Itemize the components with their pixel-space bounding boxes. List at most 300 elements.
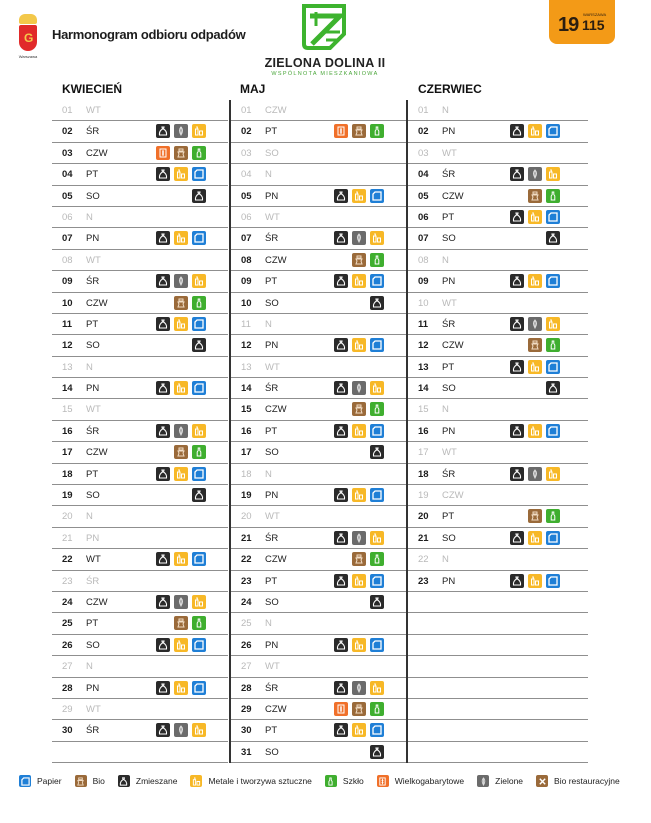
day-row xyxy=(52,421,228,442)
weekday: N xyxy=(442,254,449,266)
mixed-waste-bag-icon xyxy=(546,231,560,245)
day-row xyxy=(231,121,406,142)
day-row xyxy=(231,742,406,763)
day-row xyxy=(231,485,406,506)
day-row xyxy=(52,549,228,570)
weekday: SO xyxy=(86,490,100,502)
glass-bottle-icon xyxy=(546,189,560,203)
metal-plastic-icon xyxy=(528,424,542,438)
day-row xyxy=(408,571,588,592)
mixed-waste-bag-icon xyxy=(192,338,206,352)
legend-item-bio xyxy=(75,775,105,787)
metal-plastic-icon xyxy=(192,274,206,288)
day-row xyxy=(52,293,228,314)
day-row xyxy=(231,293,406,314)
paper-icon xyxy=(370,638,384,652)
day-number: 15 xyxy=(241,404,252,416)
weekday: CZW xyxy=(265,254,287,266)
day-number: 21 xyxy=(418,532,429,544)
day-number: 02 xyxy=(62,126,73,138)
bio-icon xyxy=(352,702,366,716)
day-number: 19 xyxy=(62,490,73,502)
waste-type-icons xyxy=(334,124,384,138)
day-row xyxy=(52,228,228,249)
day-number: 13 xyxy=(241,361,252,373)
weekday: PT xyxy=(442,361,455,373)
badge-19: 19 xyxy=(558,14,579,36)
mixed-waste-bag-icon xyxy=(156,167,170,181)
weekday: N xyxy=(442,105,449,116)
weekday: ŚR xyxy=(86,575,100,587)
mixed-waste-bag-icon xyxy=(510,167,524,181)
day-row xyxy=(231,635,406,656)
paper-icon xyxy=(370,338,384,352)
mixed-waste-bag-icon xyxy=(334,723,348,737)
bulky-waste-icon xyxy=(334,124,348,138)
glass-bottle-icon xyxy=(192,616,206,630)
day-number: 12 xyxy=(241,340,252,352)
empty-row xyxy=(408,720,588,741)
day-number: 21 xyxy=(62,532,73,544)
waste-type-icons xyxy=(528,189,560,203)
waste-type-icons xyxy=(174,445,206,459)
day-row xyxy=(52,592,228,613)
weekday: PT xyxy=(265,575,278,587)
day-number: 17 xyxy=(418,447,429,459)
green-waste-leaf-icon xyxy=(174,274,188,288)
day-number: 20 xyxy=(241,511,252,523)
weekday: SO xyxy=(265,596,279,608)
day-row xyxy=(231,271,406,292)
day-row xyxy=(231,549,406,570)
weekday: SO xyxy=(86,639,100,651)
day-row xyxy=(52,207,228,228)
weekday: CZW xyxy=(86,297,108,309)
glass-bottle-icon xyxy=(370,253,384,267)
day-number: 28 xyxy=(241,682,252,694)
waste-type-icons xyxy=(334,274,384,288)
day-number: 16 xyxy=(418,425,429,437)
empty-row xyxy=(408,742,588,763)
day-row xyxy=(408,271,588,292)
metal-plastic-icon xyxy=(546,317,560,331)
waste-type-icons xyxy=(334,702,384,716)
mixed-waste-bag-icon xyxy=(510,210,524,224)
day-row xyxy=(231,143,406,164)
legend-item-zielone xyxy=(477,775,523,787)
day-row xyxy=(231,164,406,185)
day-number: 01 xyxy=(241,105,252,116)
weekday: ŚR xyxy=(86,725,100,737)
day-row xyxy=(52,464,228,485)
day-row xyxy=(231,678,406,699)
day-number: 10 xyxy=(241,297,252,309)
weekday: PN xyxy=(265,340,279,352)
shield-icon: G xyxy=(19,25,37,51)
mixed-waste-bag-icon xyxy=(156,467,170,481)
weekday: PN xyxy=(442,575,456,587)
weekday: N xyxy=(442,404,449,416)
weekday: WT xyxy=(86,404,101,416)
paper-icon xyxy=(370,488,384,502)
day-number: 14 xyxy=(418,383,429,395)
glass-bottle-icon xyxy=(192,296,206,310)
day-number: 22 xyxy=(241,554,252,566)
paper-icon xyxy=(192,638,206,652)
bio-icon xyxy=(352,552,366,566)
day-number: 24 xyxy=(62,596,73,608)
waste-type-icons xyxy=(510,467,560,481)
weekday: CZW xyxy=(442,190,464,202)
day-row xyxy=(408,228,588,249)
metal-plastic-icon xyxy=(174,317,188,331)
day-row xyxy=(52,143,228,164)
weekday: PT xyxy=(265,425,278,437)
weekday: N xyxy=(265,169,272,181)
day-row xyxy=(52,656,228,677)
metal-plastic-icon xyxy=(370,381,384,395)
day-row xyxy=(231,335,406,356)
glass-bottle-icon xyxy=(192,146,206,160)
day-number: 11 xyxy=(241,318,251,330)
day-row xyxy=(52,613,228,634)
waste-type-icons xyxy=(528,509,560,523)
metal-plastic-icon xyxy=(174,552,188,566)
paper-icon xyxy=(546,574,560,588)
bio-icon xyxy=(528,189,542,203)
legend-label: Bio restauracyjne xyxy=(554,776,620,786)
day-row xyxy=(408,143,588,164)
waste-type-icons xyxy=(174,296,206,310)
waste-type-icons xyxy=(334,189,384,203)
waste-type-icons xyxy=(334,638,384,652)
day-row xyxy=(408,357,588,378)
empty-row xyxy=(408,613,588,634)
mixed-waste-bag-icon xyxy=(156,124,170,138)
bio-icon xyxy=(174,146,188,160)
day-number: 11 xyxy=(62,318,73,330)
metal-plastic-icon xyxy=(528,274,542,288)
mixed-waste-bag-icon xyxy=(334,424,348,438)
day-number: 27 xyxy=(62,661,73,673)
metal-plastic-icon xyxy=(370,681,384,695)
day-number: 24 xyxy=(241,596,252,608)
day-number: 29 xyxy=(241,703,252,715)
weekday: ŚR xyxy=(265,233,279,245)
day-number: 13 xyxy=(62,361,73,373)
day-number: 13 xyxy=(418,361,429,373)
day-row xyxy=(231,720,406,741)
waste-type-icons xyxy=(352,552,384,566)
weekday: PT xyxy=(265,725,278,737)
day-number: 14 xyxy=(241,383,252,395)
weekday: N xyxy=(86,361,93,373)
mixed-waste-bag-icon xyxy=(370,445,384,459)
bio-icon xyxy=(528,509,542,523)
paper-icon xyxy=(546,424,560,438)
waste-type-icons xyxy=(174,616,206,630)
mixed-waste-bag-icon xyxy=(510,317,524,331)
mixed-waste-bag-icon xyxy=(156,681,170,695)
weekday: SO xyxy=(86,190,100,202)
waste-type-icons xyxy=(370,745,384,759)
day-number: 03 xyxy=(241,147,252,159)
weekday: PN xyxy=(442,276,456,288)
green-waste-leaf-icon xyxy=(174,723,188,737)
waste-type-icons xyxy=(156,381,206,395)
mixed-waste-bag-icon xyxy=(334,274,348,288)
metal-plastic-icon xyxy=(352,338,366,352)
day-row xyxy=(408,485,588,506)
day-number: 03 xyxy=(62,147,73,159)
mixed-waste-bag-icon xyxy=(334,531,348,545)
waste-type-icons xyxy=(334,231,384,245)
waste-type-icons xyxy=(334,723,384,737)
day-row xyxy=(408,528,588,549)
day-number: 26 xyxy=(62,639,73,651)
legend-item-wielkogabarytowe xyxy=(377,775,464,787)
mixed-waste-bag-icon xyxy=(510,467,524,481)
day-row xyxy=(408,506,588,527)
paper-icon xyxy=(192,552,206,566)
day-row xyxy=(231,378,406,399)
weekday: PT xyxy=(86,618,99,630)
bio-icon xyxy=(174,445,188,459)
legend-item-metale xyxy=(190,775,311,787)
day-number: 01 xyxy=(62,105,73,116)
mixed-waste-bag-icon xyxy=(370,745,384,759)
day-row xyxy=(52,164,228,185)
weekday: WT xyxy=(86,105,101,116)
mixed-waste-bag-icon xyxy=(192,488,206,502)
day-number: 26 xyxy=(241,639,252,651)
mixed-waste-bag-icon xyxy=(334,574,348,588)
paper-icon xyxy=(192,467,206,481)
weekday: CZW xyxy=(265,105,287,116)
waste-type-icons xyxy=(156,167,206,181)
paper-icon xyxy=(192,681,206,695)
green-waste-leaf-icon xyxy=(174,424,188,438)
day-number: 18 xyxy=(241,468,252,480)
day-number: 05 xyxy=(418,190,429,202)
day-row xyxy=(408,100,588,121)
day-number: 23 xyxy=(418,575,429,587)
day-number: 04 xyxy=(241,169,252,181)
day-number: 12 xyxy=(418,340,429,352)
day-number: 23 xyxy=(241,575,252,587)
day-row xyxy=(408,164,588,185)
weekday: PN xyxy=(86,682,100,694)
weekday: N xyxy=(265,618,272,630)
weekday: WT xyxy=(265,361,280,373)
waste-type-icons xyxy=(334,424,384,438)
metal-plastic-icon xyxy=(192,124,206,138)
waste-type-icons xyxy=(156,467,206,481)
paper-icon xyxy=(192,381,206,395)
waste-type-icons xyxy=(352,253,384,267)
metal-plastic-icon xyxy=(190,775,202,787)
day-row xyxy=(231,399,406,420)
weekday: SO xyxy=(442,383,456,395)
metal-plastic-icon xyxy=(528,210,542,224)
weekday: PT xyxy=(265,126,278,138)
month-name: MAJ xyxy=(240,82,266,96)
day-number: 01 xyxy=(418,105,429,116)
day-number: 15 xyxy=(418,404,429,416)
waste-type-icons xyxy=(510,574,560,588)
mixed-waste-bag-icon xyxy=(334,189,348,203)
crown-icon xyxy=(19,14,37,24)
day-list xyxy=(408,100,588,763)
weekday: WT xyxy=(86,254,101,266)
empty-row xyxy=(408,678,588,699)
day-number: 25 xyxy=(62,618,73,630)
weekday: PN xyxy=(265,639,279,651)
weekday: WT xyxy=(265,211,280,223)
waste-type-icons xyxy=(546,231,560,245)
day-row xyxy=(52,571,228,592)
weekday: PT xyxy=(442,211,455,223)
bio-icon xyxy=(174,296,188,310)
day-number: 20 xyxy=(418,511,429,523)
bio-icon xyxy=(75,775,87,787)
waste-type-icons xyxy=(156,595,206,609)
day-number: 19 xyxy=(241,490,252,502)
mixed-waste-bag-icon xyxy=(334,381,348,395)
day-row xyxy=(408,293,588,314)
empty-row xyxy=(408,656,588,677)
metal-plastic-icon xyxy=(370,531,384,545)
day-number: 04 xyxy=(418,169,429,181)
weekday: N xyxy=(265,318,272,330)
metal-plastic-icon xyxy=(528,360,542,374)
day-row xyxy=(52,250,228,271)
day-row xyxy=(231,314,406,335)
day-row xyxy=(52,720,228,741)
day-row xyxy=(231,357,406,378)
weekday: SO xyxy=(265,746,279,758)
day-row xyxy=(52,506,228,527)
day-row xyxy=(231,186,406,207)
weekday: ŚR xyxy=(86,276,100,288)
metal-plastic-icon xyxy=(174,381,188,395)
weekday: CZW xyxy=(86,447,108,459)
metal-plastic-icon xyxy=(352,488,366,502)
metal-plastic-icon xyxy=(174,638,188,652)
day-row xyxy=(52,528,228,549)
mixed-waste-bag-icon xyxy=(156,552,170,566)
month-name: KWIECIEŃ xyxy=(62,82,122,96)
day-row xyxy=(231,528,406,549)
mixed-waste-bag-icon xyxy=(510,424,524,438)
weekday: PN xyxy=(86,383,100,395)
day-row xyxy=(231,442,406,463)
day-row xyxy=(231,228,406,249)
green-waste-leaf-icon xyxy=(528,167,542,181)
waste-type-icons xyxy=(156,723,206,737)
zielona-dolina-logo xyxy=(300,4,350,50)
day-row xyxy=(231,250,406,271)
weekday: CZW xyxy=(86,147,108,159)
day-row xyxy=(408,421,588,442)
weekday: CZW xyxy=(86,596,108,608)
day-number: 06 xyxy=(418,211,429,223)
weekday: ŚR xyxy=(86,425,100,437)
day-number: 06 xyxy=(241,211,252,223)
day-row xyxy=(52,378,228,399)
mixed-waste-bag-icon xyxy=(334,638,348,652)
waste-type-icons xyxy=(334,488,384,502)
waste-type-icons xyxy=(510,274,560,288)
day-number: 29 xyxy=(62,703,73,715)
waste-type-icons xyxy=(156,638,206,652)
day-number: 30 xyxy=(62,725,73,737)
glass-bottle-icon xyxy=(546,509,560,523)
metal-plastic-icon xyxy=(370,231,384,245)
weekday: PN xyxy=(86,233,100,245)
day-row xyxy=(52,100,228,121)
day-row xyxy=(231,656,406,677)
paper-icon xyxy=(370,723,384,737)
day-number: 02 xyxy=(418,126,429,138)
day-number: 08 xyxy=(62,254,73,266)
weekday: CZW xyxy=(265,554,287,566)
weekday: N xyxy=(86,511,93,523)
metal-plastic-icon xyxy=(528,124,542,138)
metal-plastic-icon xyxy=(528,574,542,588)
green-waste-leaf-icon xyxy=(528,467,542,481)
weekday: CZW xyxy=(442,490,464,502)
weekday: PN xyxy=(86,532,100,544)
glass-bottle-icon xyxy=(325,775,337,787)
mixed-waste-bag-icon xyxy=(334,488,348,502)
day-number: 11 xyxy=(418,318,429,330)
green-waste-leaf-icon xyxy=(352,681,366,695)
waste-type-icons xyxy=(192,488,206,502)
day-row xyxy=(52,357,228,378)
weekday: ŚR xyxy=(265,383,279,395)
metal-plastic-icon xyxy=(192,723,206,737)
waste-type-icons xyxy=(510,360,560,374)
day-row xyxy=(408,207,588,228)
metal-plastic-icon xyxy=(192,595,206,609)
empty-row xyxy=(408,635,588,656)
green-waste-leaf-icon xyxy=(528,317,542,331)
weekday: SO xyxy=(86,340,100,352)
legend-item-zmieszane xyxy=(118,775,178,787)
paper-icon xyxy=(546,274,560,288)
paper-icon xyxy=(370,424,384,438)
legend-label: Papier xyxy=(37,776,62,786)
day-number: 16 xyxy=(62,425,73,437)
day-row xyxy=(231,207,406,228)
day-row xyxy=(231,592,406,613)
day-row xyxy=(52,678,228,699)
weekday: WT xyxy=(442,297,457,309)
day-number: 21 xyxy=(241,532,252,544)
legend-label: Bio xyxy=(92,776,105,786)
metal-plastic-icon xyxy=(174,231,188,245)
legend-label: Metale i tworzywa sztuczne xyxy=(208,776,312,786)
weekday: PN xyxy=(265,190,279,202)
waste-type-icons xyxy=(370,296,384,310)
day-row xyxy=(408,549,588,570)
day-number: 10 xyxy=(418,297,429,309)
weekday: WT xyxy=(86,703,101,715)
weekday: ŚR xyxy=(442,318,456,330)
mixed-waste-bag-icon xyxy=(156,638,170,652)
waste-type-icons xyxy=(192,189,206,203)
